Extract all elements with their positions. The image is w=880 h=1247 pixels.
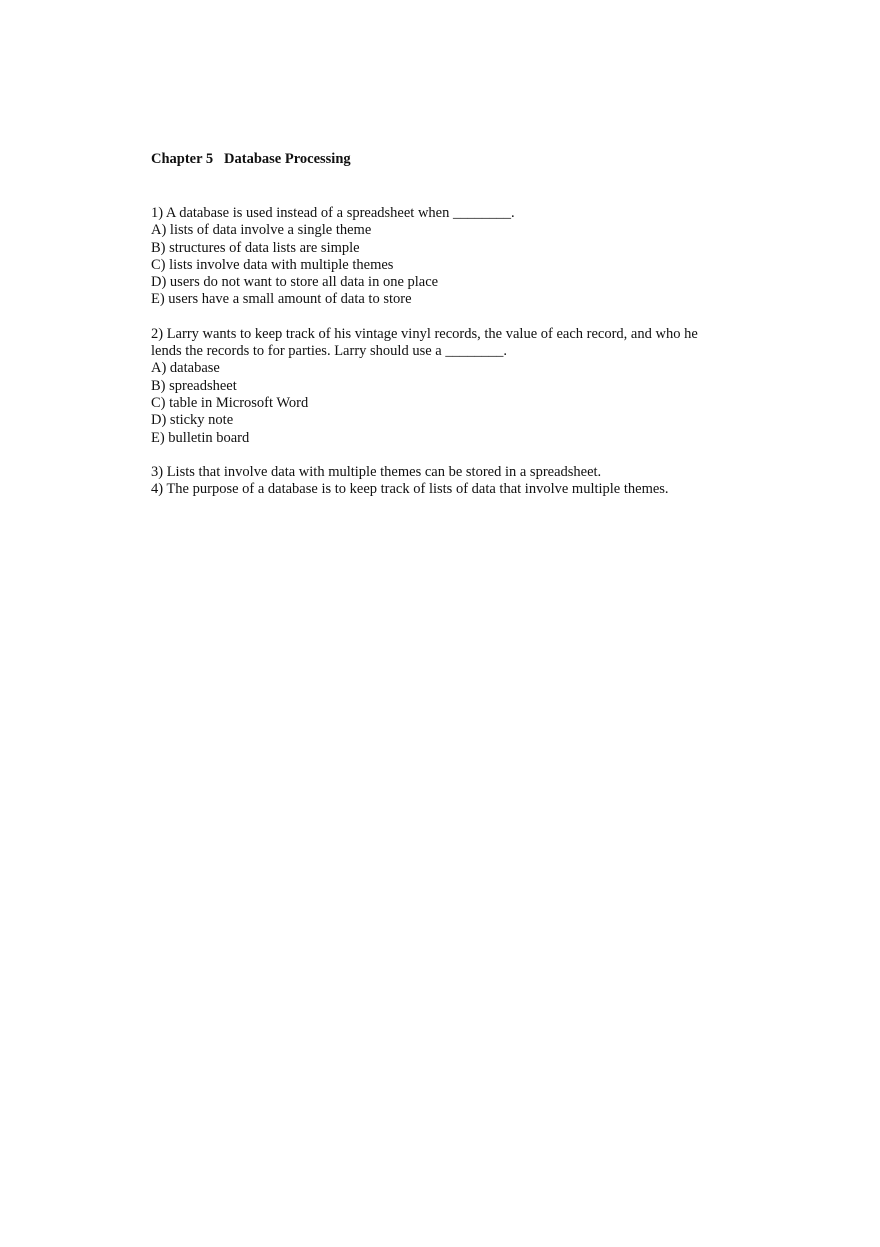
question-1-option-b: B) structures of data lists are simple <box>151 239 360 256</box>
question-1-option-a: A) lists of data involve a single theme <box>151 222 372 239</box>
question-3 <box>151 464 791 481</box>
question-1-option-c: C) lists involve data with multiple themes <box>151 256 394 273</box>
question-3-text: 3) Lists that involve data with multiple themes can be stored in a spreadsheet. <box>151 463 602 480</box>
question-4-text: 4) The purpose of a database is to keep track of lists of data that involve multiple themes. <box>151 481 669 498</box>
question-1 <box>151 205 791 309</box>
question-1-options <box>151 222 791 308</box>
question-2-option-e: E) bulletin board <box>151 429 250 446</box>
question-2-text: 2) Larry wants to keep track of his vintage vinyl records, the value of each record, and who he lends the records to for parties. Larry should use a ________. <box>151 325 698 360</box>
document-content <box>151 150 791 498</box>
question-1-option-e: E) users have a small amount of data to store <box>151 291 412 308</box>
question-2-option-d: D) sticky note <box>151 412 234 429</box>
spacer <box>151 309 791 326</box>
spacer <box>151 447 791 464</box>
question-2-option-b: B) spreadsheet <box>151 377 237 394</box>
question-2-options <box>151 360 791 446</box>
question-2 <box>151 326 791 447</box>
question-2-option-c: C) table in Microsoft Word <box>151 394 309 411</box>
question-1-option-d: D) users do not want to store all data in one place <box>151 274 439 291</box>
question-4 <box>151 481 791 498</box>
question-1-text: 1) A database is used instead of a spreadsheet when ________. <box>151 205 515 221</box>
question-2-option-a: A) database <box>151 360 220 377</box>
chapter-title: Chapter 5 Database Processing <box>151 151 351 167</box>
